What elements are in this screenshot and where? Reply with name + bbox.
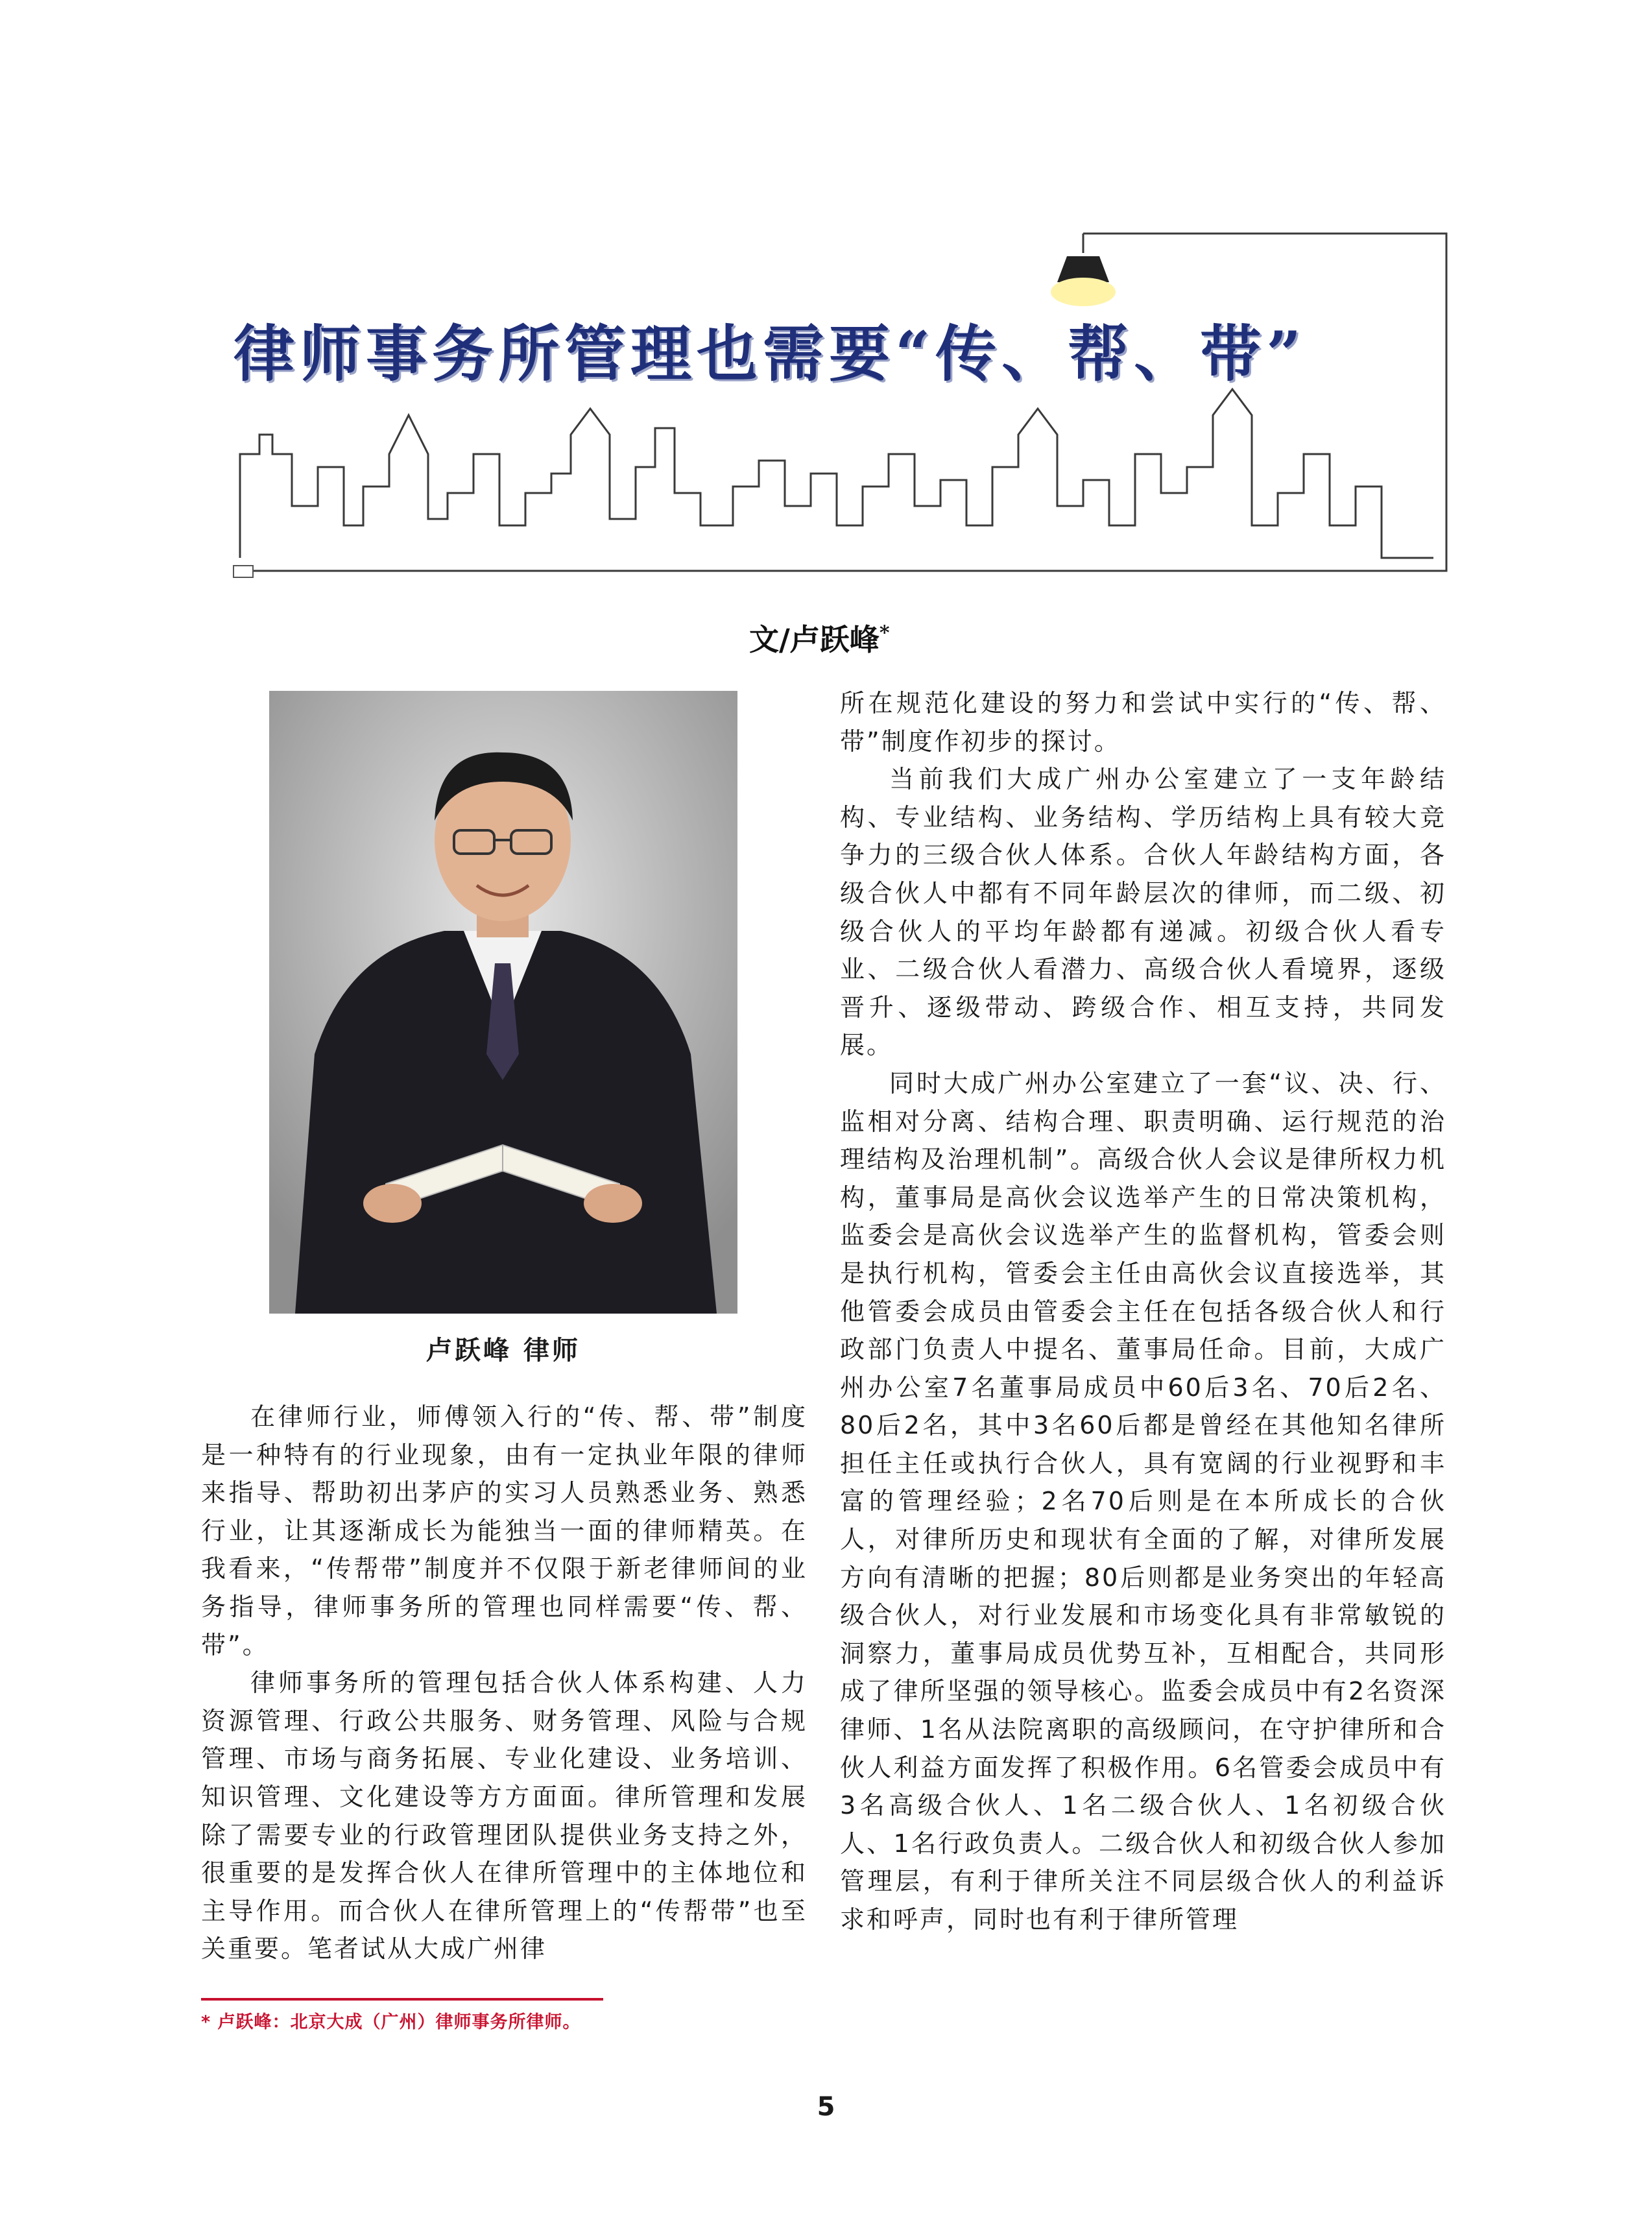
skyline-outline [240,389,1433,558]
byline-author: 文/卢跃峰 [749,622,880,657]
page-title: 律师事务所管理也需要“传、帮、带” [233,319,1307,390]
lamp-glow [1051,278,1116,306]
paragraph: 所在规范化建设的努力和尝试中实行的“传、帮、带”制度作初步的探讨。 [840,689,1446,756]
byline [749,616,890,659]
page-number: 5 [817,2092,835,2122]
paragraph: 律师事务所的管理包括合伙人体系构建、人力资源管理、行政公共服务、财务管理、风险与合规管理、市场与商务拓展、专业化建设、业务培训、知识管理、文化建设等方方面面。律所管理和发展除了需要专业的行政管理团队提供业务支持之外，很重要的是发挥合伙人在律所管理中的主体地位和主导作用。而合伙人在律所管理上的“传帮带”也至关重要。笔者试从大成广州律 [201,1668,808,1964]
skyline-illustration [201,221,1459,584]
plug-icon [233,566,253,577]
author-photo [269,691,737,1314]
portrait-illustration [269,691,737,1314]
footnote-marker: * [879,621,890,645]
paragraph: 当前我们大成广州办公室建立了一支年龄结构、专业结构、业务结构、学历结构上具有较大竞争力的三级合伙人体系。合伙人年龄结构方面，各级合伙人中都有不同年龄层次的律师，而二级、初级合伙人的平均年龄都有递减。初级合伙人看专业、二级合伙人看潜力、高级合伙人看境界，逐级晋升、逐级带动、跨级合作、相互支持，共同发展。 [840,765,1446,1060]
photo-caption: 卢跃峰 律师 [426,1336,581,1365]
footnote: * 卢跃峰：北京大成（广州）律师事务所律师。 [201,2012,581,2032]
lamp-cord [253,234,1446,571]
paragraph: 在律师行业，师傅领入行的“传、帮、带”制度是一种特有的行业现象，由有一定执业年限的律师来指导、帮助初出茅庐的实习人员熟悉业务、熟悉行业，让其逐渐成长为能独当一面的律师精英。在我看来，“传帮带”制度并不仅限于新老律师间的业务指导，律师事务所的管理也同样需要“传、帮、带”。 [201,1402,808,1659]
paragraph: 同时大成广州办公室建立了一套“议、决、行、监相对分离、结构合理、职责明确、运行规范的治理结构及治理机制”。高级合伙人会议是律所权力机构，董事局是高伙会议选举产生的日常决策机构，监委会是高伙会议选举产生的监督机构，管委会则是执行机构，管委会主任由高伙会议直接选举，其他管委会成员由管委会主任在包括各级合伙人和行政部门负责人中提名、董事局任命。目前，大成广州办公室7名董事局成员中60后3名、70后2名、80后2名，其中3名60后都是曾经在其他知名律所担任主任或执行合伙人，具有宽阔的行业视野和丰富的管理经验；2名70后则是在本所成长的合伙人，对律所历史和现状有全面的了解，对律所发展方向有清晰的把握；80后则都是业务突出的年轻高级合伙人，对行业发展和市场变化具有非常敏锐的洞察力，董事局成员优势互补，互相配合，共同形成了律所坚强的领导核心。监委会成员中有2名资深律师、1名从法院离职的高级顾问，在守护律所和合伙人利益方面发挥了积极作用。6名管委会成员中有3名高级合伙人、1名二级合伙人、1名初级合伙人、1名行政负责人。二级合伙人和初级合伙人参加管理层，有利于律所关注不同层级合伙人的利益诉求和呼声，同时也有利于律所管理 [840,1068,1446,1934]
right-column [840,684,1446,1939]
left-column [201,1398,808,1968]
footnote-divider [201,1998,603,2001]
